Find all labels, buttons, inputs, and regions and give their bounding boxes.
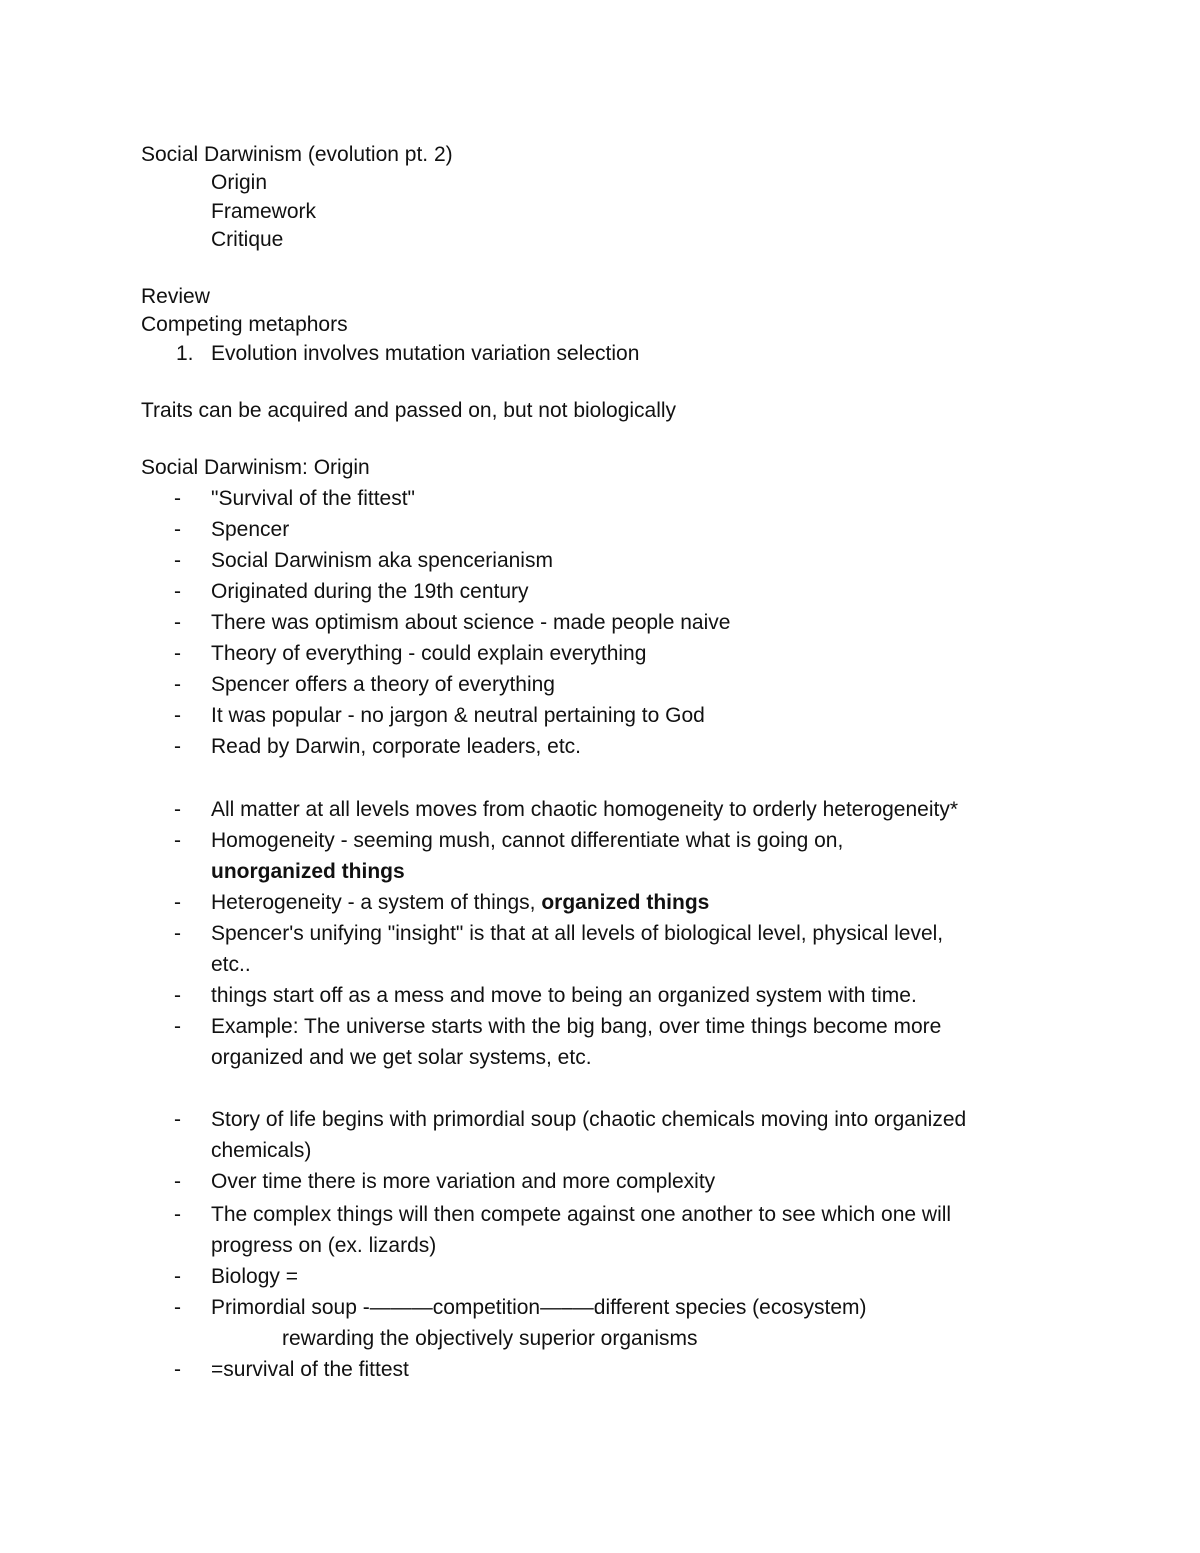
review-heading: Review (141, 285, 210, 308)
bold-term: organized things (541, 891, 710, 914)
bullet-dash: - (174, 704, 181, 727)
list-item-continuation: progress on (ex. lizards) (211, 1234, 437, 1257)
bullet-dash: - (174, 829, 181, 852)
bullet-dash: - (174, 642, 181, 665)
list-item-text: Heterogeneity - a system of things, (211, 891, 542, 914)
list-item (211, 887, 709, 918)
bullet-dash: - (174, 518, 181, 541)
list-item: Spencer offers a theory of everything (211, 673, 555, 696)
bullet-dash: - (174, 984, 181, 1007)
list-item: Homogeneity - seeming mush, cannot differentiate what is going on, (211, 829, 844, 852)
list-item: All matter at all levels moves from chaotic homogeneity to orderly heterogeneity* (211, 798, 959, 821)
bullet-dash: - (174, 798, 181, 821)
bullet-dash: - (174, 1015, 181, 1038)
bullet-dash: - (174, 735, 181, 758)
list-item: Read by Darwin, corporate leaders, etc. (211, 735, 582, 758)
list-item: It was popular - no jargon & neutral pertaining to God (211, 704, 705, 727)
list-item: The complex things will then compete against one another to see which one will (211, 1203, 952, 1226)
list-item: "Survival of the fittest" (211, 487, 415, 510)
outline-item-critique: Critique (211, 228, 284, 251)
bullet-dash: - (174, 891, 181, 914)
list-item: Primordial soup -———competition—–—different species (ecosystem) (211, 1296, 867, 1319)
list-item: Originated during the 19th century (211, 580, 529, 603)
bullet-dash: - (174, 1265, 181, 1288)
outline-item-origin: Origin (211, 171, 268, 194)
traits-line: Traits can be acquired and passed on, but not biologically (141, 399, 677, 422)
list-item: =survival of the fittest (211, 1358, 409, 1381)
bullet-dash: - (174, 1108, 181, 1131)
document-title: Social Darwinism (evolution pt. 2) (141, 143, 453, 166)
list-item: Biology = (211, 1265, 298, 1288)
list-item: Story of life begins with primordial soup (chaotic chemicals moving into organized (211, 1108, 967, 1131)
list-item-continuation: organized and we get solar systems, etc. (211, 1046, 592, 1069)
bullet-dash: - (174, 580, 181, 603)
list-item: Social Darwinism aka spencerianism (211, 549, 553, 572)
list-number: 1. (176, 342, 194, 365)
list-item-continuation: etc.. (211, 953, 251, 976)
bullet-dash: - (174, 1203, 181, 1226)
bullet-dash: - (174, 1296, 181, 1319)
list-item: things start off as a mess and move to being an organized system with time. (211, 984, 917, 1007)
list-item: There was optimism about science - made people naive (211, 611, 731, 634)
bullet-dash: - (174, 673, 181, 696)
list-item-bold-continuation (211, 856, 405, 887)
bullet-dash: - (174, 487, 181, 510)
list-item: Example: The universe starts with the big bang, over time things become more (211, 1015, 942, 1038)
list-item-subline: rewarding the objectively superior organisms (282, 1327, 698, 1350)
numbered-list-item: Evolution involves mutation variation selection (211, 342, 640, 365)
bullet-dash: - (174, 1170, 181, 1193)
list-item: Spencer's unifying "insight" is that at all levels of biological level, physical level, (211, 922, 944, 945)
origin-heading: Social Darwinism: Origin (141, 456, 370, 479)
bold-term: unorganized things (211, 860, 405, 883)
bullet-dash: - (174, 922, 181, 945)
bullet-dash: - (174, 549, 181, 572)
bullet-dash: - (174, 1358, 181, 1381)
outline-item-framework: Framework (211, 200, 317, 223)
list-item: Over time there is more variation and more complexity (211, 1170, 716, 1193)
list-item: Theory of everything - could explain everything (211, 642, 647, 665)
list-item-continuation: chemicals) (211, 1139, 312, 1162)
list-item: Spencer (211, 518, 290, 541)
bullet-dash: - (174, 611, 181, 634)
review-subheading: Competing metaphors (141, 313, 348, 336)
